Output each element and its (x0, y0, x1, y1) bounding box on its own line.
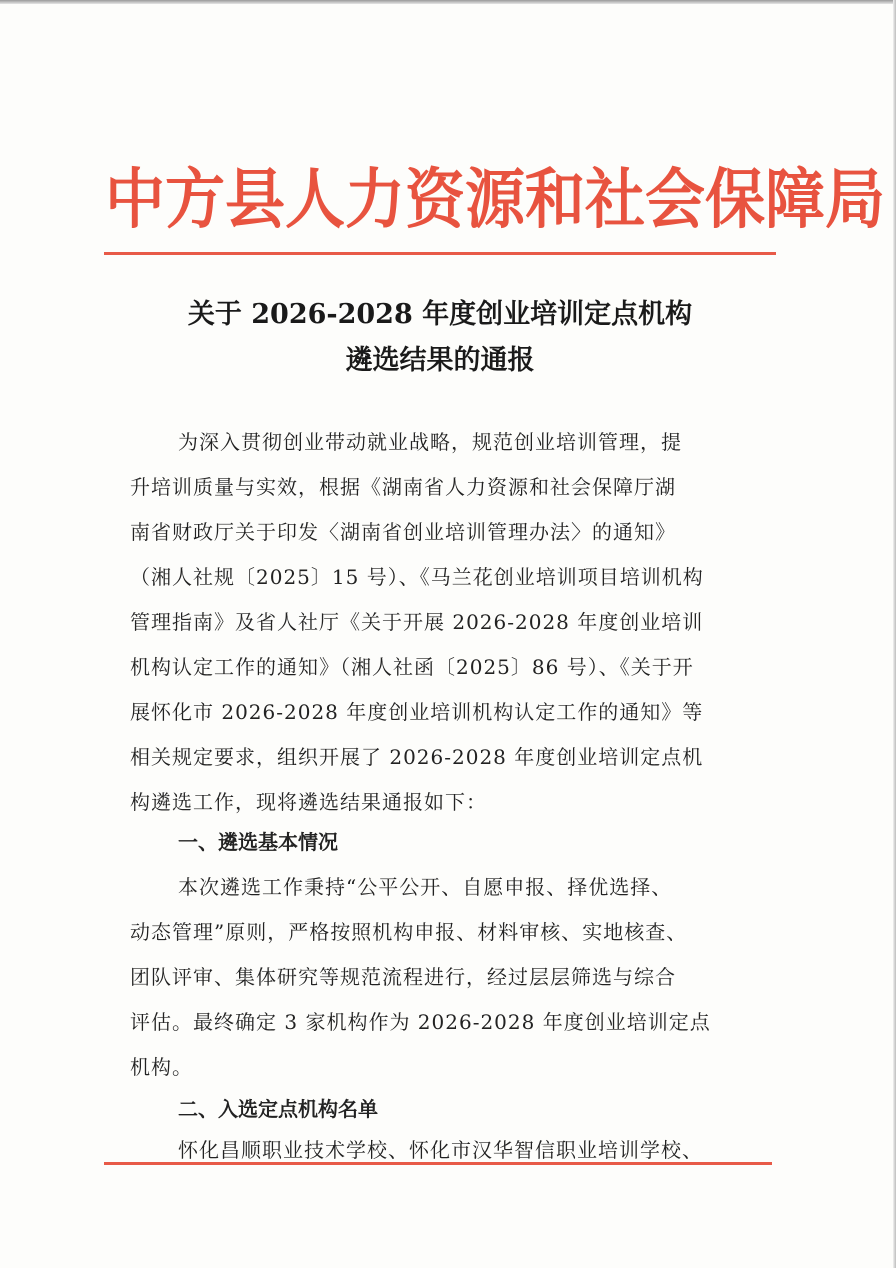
document-title-line-2: 遴选结果的通报 (345, 345, 535, 376)
section-1-line: 团队评审、集体研究等规范流程进行，经过层层筛选与综合 (130, 965, 676, 989)
letterhead-title: 中方县人力资源和社会保障局 (105, 162, 885, 238)
intro-line: 机构认定工作的通知》（湘人社函〔2025〕86 号）、《关于开 (130, 655, 694, 679)
intro-line: （湘人社规〔2025〕15 号）、《马兰花创业培训项目培训机构 (130, 565, 704, 589)
section-1-heading: 一、遴选基本情况 (178, 830, 338, 854)
scan-top-edge (0, 0, 896, 4)
footer-red-rule (104, 1162, 772, 1165)
intro-line: 升培训质量与实效，根据《湖南省人力资源和社会保障厅湖 (130, 475, 676, 499)
letterhead-red-rule (104, 252, 776, 255)
intro-line: 相关规定要求，组织开展了 2026-2028 年度创业培训定点机 (130, 745, 704, 769)
intro-line: 展怀化市 2026-2028 年度创业培训机构认定工作的通知》等 (130, 700, 704, 724)
section-1-line: 动态管理”原则，严格按照机构申报、材料审核、实地核查、 (130, 920, 688, 944)
section-1-line: 机构。 (130, 1055, 193, 1079)
intro-line: 构遴选工作，现将遴选结果通报如下： (130, 790, 487, 814)
intro-line: 南省财政厅关于印发〈湖南省创业培训管理办法〉的通知》 (130, 520, 676, 544)
intro-line: 为深入贯彻创业带动就业战略，规范创业培训管理，提 (178, 430, 682, 454)
section-2-line: 怀化昌顺职业技术学校、怀化市汉华智信职业培训学校、 (178, 1138, 703, 1162)
document-title-line-1: 关于 2026-2028 年度创业培训定点机构 (187, 299, 693, 330)
section-1-line: 评估。最终确定 3 家机构作为 2026-2028 年度创业培训定点 (130, 1010, 711, 1034)
section-1-line: 本次遴选工作秉持“公平公开、自愿申报、择优选择、 (178, 875, 673, 899)
section-2-heading: 二、入选定点机构名单 (178, 1097, 378, 1121)
intro-line: 管理指南》及省人社厅《关于开展 2026-2028 年度创业培训 (130, 610, 704, 634)
